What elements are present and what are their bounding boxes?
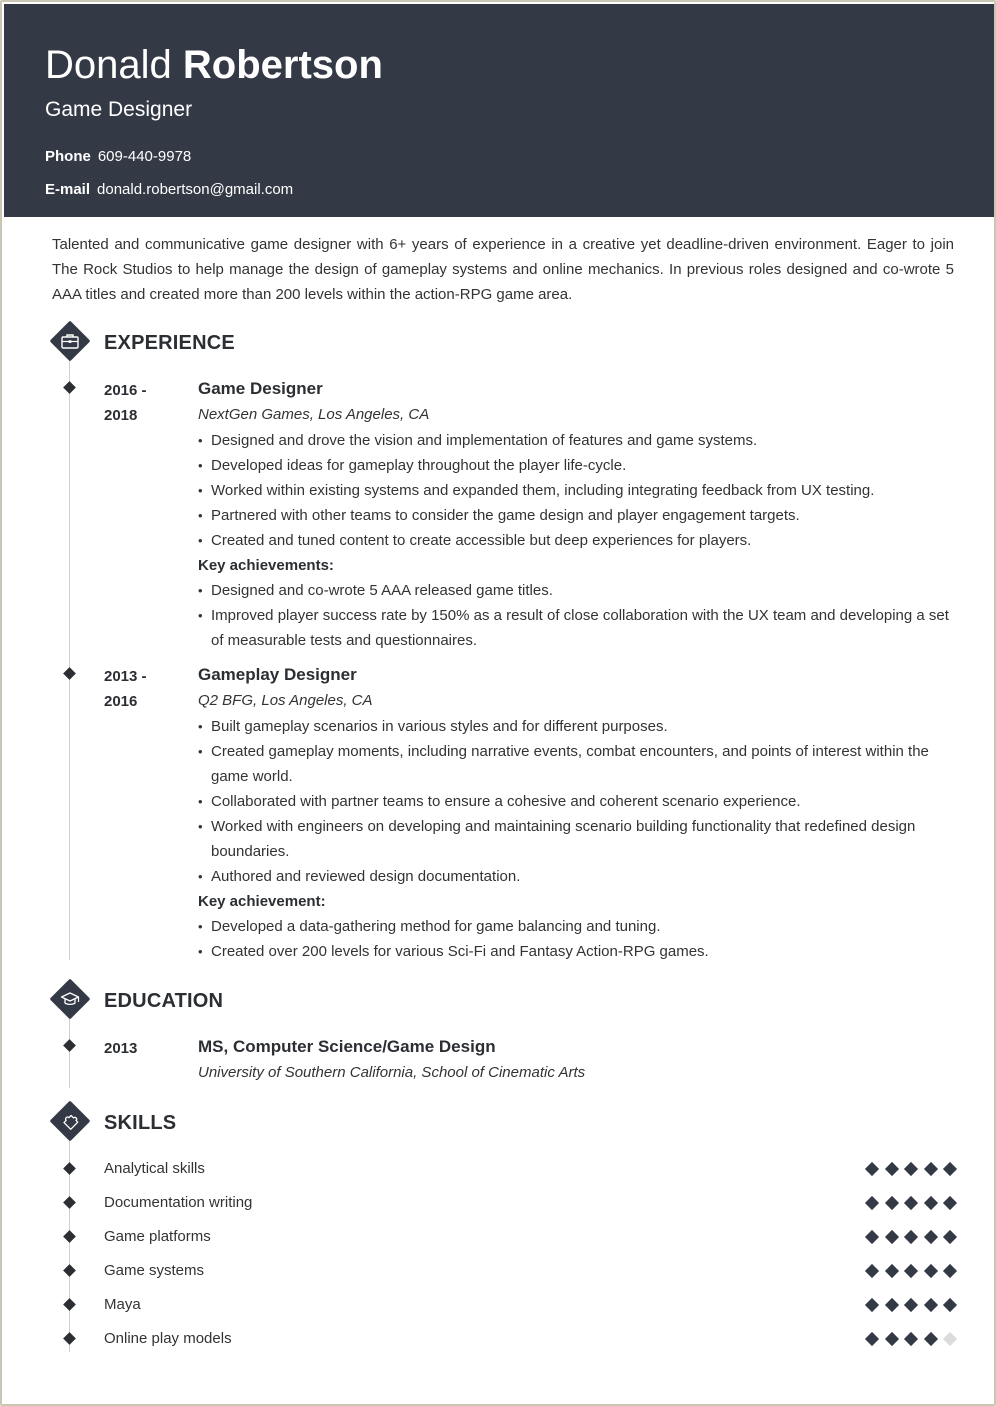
job-2-marker (63, 667, 76, 680)
email-label: E-mail (45, 181, 91, 198)
experience-section-icon (53, 324, 87, 358)
job-1-dates (104, 378, 174, 428)
rating-filled-icon (884, 1264, 898, 1278)
briefcase-icon (60, 331, 80, 351)
education-1 (198, 1035, 958, 1086)
email-link[interactable]: donald.robertson@gmail.com (97, 181, 294, 198)
job-1-company: NextGen Games, Los Angeles, CA (198, 406, 430, 423)
rating-filled-icon (923, 1298, 937, 1312)
skill-name: Documentation writing (104, 1194, 253, 1211)
phone-value[interactable]: 609-440-9978 (97, 148, 192, 165)
job-2-title: Gameplay Designer (198, 665, 357, 684)
phone-row (45, 148, 191, 165)
last-name: Robertson (182, 43, 383, 87)
rating-filled-icon (884, 1230, 898, 1244)
job-2-dates (104, 664, 174, 714)
experience-timeline (69, 360, 70, 960)
puzzle-icon (60, 1111, 80, 1131)
list-item: • Created gameplay moments, including narrative events, combat encounters, and points of interest within the game world. (198, 739, 958, 789)
skill-marker (63, 1196, 76, 1209)
rating-filled-icon (923, 1162, 937, 1176)
skill-rating (864, 1195, 960, 1211)
education-timeline (69, 1018, 70, 1088)
rating-filled-icon (904, 1230, 918, 1244)
skill-name: Game systems (104, 1262, 205, 1279)
education-1-date: 2013 (104, 1040, 138, 1057)
list-item: • Created and tuned content to create accessible but deep experiences for players. (198, 528, 958, 553)
list-item: • Collaborated with partner teams to ensure a cohesive and coherent scenario experience. (198, 789, 958, 814)
rating-filled-icon (923, 1230, 937, 1244)
education-1-marker (63, 1039, 76, 1052)
job-1-achievements-label: Key achievements: (198, 557, 334, 574)
job-1-marker (63, 381, 76, 394)
phone-label: Phone (45, 148, 91, 165)
first-name: Donald (45, 43, 172, 87)
job-2-achievements-label: Key achievement: (198, 893, 326, 910)
rating-filled-icon (865, 1332, 879, 1346)
rating-filled-icon (904, 1332, 918, 1346)
rating-filled-icon (923, 1264, 937, 1278)
email-row (45, 181, 293, 198)
rating-filled-icon (923, 1332, 937, 1346)
education-section-icon (53, 982, 87, 1016)
rating-filled-icon (865, 1196, 879, 1210)
skill-rating (864, 1263, 960, 1279)
list-item: • Authored and reviewed design documentation. (198, 864, 958, 889)
experience-heading: EXPERIENCE (104, 332, 235, 354)
list-item: • Partnered with other teams to consider the game design and player engagement targets. (198, 503, 958, 528)
list-item: • Created over 200 levels for various Sci-Fi and Fantasy Action-RPG games. (198, 939, 958, 964)
rating-filled-icon (884, 1332, 898, 1346)
rating-filled-icon (865, 1230, 879, 1244)
rating-filled-icon (884, 1196, 898, 1210)
rating-filled-icon (884, 1162, 898, 1176)
rating-filled-icon (943, 1264, 957, 1278)
list-item: • Designed and co-wrote 5 AAA released game titles. (198, 578, 958, 603)
rating-filled-icon (923, 1196, 937, 1210)
skills-section-icon (53, 1104, 87, 1138)
skill-name: Game platforms (104, 1228, 211, 1245)
rating-filled-icon (865, 1162, 879, 1176)
job-1-date-start: 2016 - (104, 382, 147, 399)
rating-filled-icon (943, 1230, 957, 1244)
rating-empty-icon (943, 1332, 957, 1346)
rating-filled-icon (943, 1196, 957, 1210)
list-item: • Built gameplay scenarios in various styles and for different purposes. (198, 714, 958, 739)
rating-filled-icon (865, 1298, 879, 1312)
rating-filled-icon (865, 1264, 879, 1278)
job-1-bullets (198, 428, 958, 553)
list-item: • Worked with engineers on developing and maintaining scenario building functionality that redefined design boundaries. (198, 814, 958, 864)
rating-filled-icon (943, 1298, 957, 1312)
job-2 (198, 663, 958, 964)
job-2-company: Q2 BFG, Los Angeles, CA (198, 692, 373, 709)
skill-name: Analytical skills (104, 1160, 205, 1177)
education-1-degree: MS, Computer Science/Game Design (198, 1037, 496, 1056)
job-2-date-end: 2016 (104, 693, 138, 710)
skill-rating (864, 1331, 960, 1347)
skill-name: Maya (104, 1296, 141, 1313)
list-item: • Worked within existing systems and expanded them, including integrating feedback from UX testing. (198, 478, 958, 503)
rating-filled-icon (884, 1298, 898, 1312)
rating-filled-icon (904, 1196, 918, 1210)
skill-marker (63, 1332, 76, 1345)
skill-rating (864, 1161, 960, 1177)
candidate-name (45, 43, 383, 88)
job-2-date-start: 2013 - (104, 668, 147, 685)
skill-name: Online play models (104, 1330, 232, 1347)
rating-filled-icon (943, 1162, 957, 1176)
rating-filled-icon (904, 1264, 918, 1278)
list-item: • Developed ideas for gameplay throughout the player life-cycle. (198, 453, 958, 478)
job-1 (198, 377, 958, 653)
job-2-bullets (198, 714, 958, 889)
candidate-title: Game Designer (45, 98, 193, 121)
rating-filled-icon (904, 1162, 918, 1176)
list-item: • Developed a data-gathering method for game balancing and tuning. (198, 914, 958, 939)
job-1-date-end: 2018 (104, 407, 138, 424)
list-item: • Improved player success rate by 150% as a result of close collaboration with the UX team and developing a set of measurable tests and questionnaires. (198, 603, 958, 653)
list-item: • Designed and drove the vision and implementation of features and game systems. (198, 428, 958, 453)
job-2-achievements (198, 914, 958, 964)
skill-rating (864, 1297, 960, 1313)
skill-marker (63, 1298, 76, 1311)
skill-marker (63, 1162, 76, 1175)
rating-filled-icon (904, 1298, 918, 1312)
skill-marker (63, 1264, 76, 1277)
skills-heading: SKILLS (104, 1112, 177, 1134)
education-1-school: University of Southern California, School of Cinematic Arts (198, 1064, 586, 1081)
education-heading: EDUCATION (104, 990, 224, 1012)
skill-rating (864, 1229, 960, 1245)
job-1-title: Game Designer (198, 379, 323, 398)
job-1-achievements (198, 578, 958, 653)
summary-paragraph: Talented and communicative game designer with 6+ years of experience in a creative yet deadline-driven environment. Eager to join The Rock Studios to help manage the design of gameplay systems and online mechanics. In previous roles designed and co-wrote 5 AAA titles and created more than 200 levels within the action-RPG game area. (52, 236, 954, 303)
resume-header (4, 4, 994, 217)
graduation-cap-icon (60, 989, 80, 1009)
skill-marker (63, 1230, 76, 1243)
